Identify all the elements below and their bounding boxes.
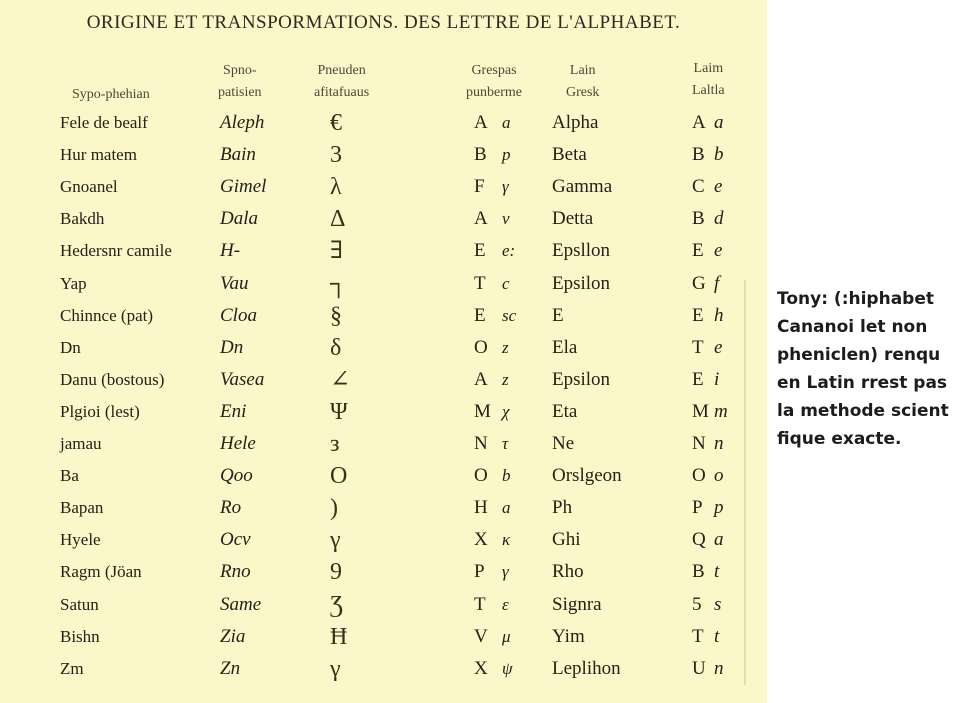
table-phonetic-name: Bain (220, 144, 256, 165)
table-phonetic-name: Aleph (220, 112, 265, 133)
table-greek-letter-name: Epsilon (552, 273, 611, 294)
table-semitic-name: Satun (60, 595, 99, 614)
table-phonetic-name: Vau (220, 273, 249, 294)
header-phoenician (314, 60, 369, 104)
table-semitic-name: Chinnce (pat) (60, 306, 153, 325)
table-greek-lower: sс (502, 306, 517, 325)
table-phoenician-glyph: δ (330, 335, 342, 361)
table-latin-lower: h (714, 305, 724, 326)
table-phoenician-glyph: ∃ (330, 238, 344, 264)
header-phoenician-line2: afitafuaus (314, 85, 370, 100)
header-greek (466, 60, 522, 104)
table-greek-letter-name: E (552, 305, 564, 326)
table-greek-letter-name: Epsilon (552, 369, 611, 390)
table-greek-upper: O (474, 465, 488, 486)
table-latin-upper: B (692, 208, 705, 229)
table-phonetic-name: Dn (220, 337, 244, 358)
header-latin-greek (566, 60, 599, 104)
table-latin-lower: t (714, 561, 720, 582)
table-phoenician-glyph: λ (330, 174, 342, 200)
table-latin-upper: P (692, 497, 703, 518)
table-greek-letter-name: Leplihon (552, 658, 621, 679)
header-phonetic-line2: patisien (218, 85, 262, 100)
table-latin-upper: U (692, 658, 706, 679)
header-phoenician-line1: Pneuden (317, 63, 366, 78)
table-greek-upper: A (474, 369, 488, 390)
table-greek-upper: E (474, 240, 486, 261)
table-latin-lower: s (714, 594, 722, 615)
table-phoenician-glyph: γ (330, 527, 341, 553)
table-latin-upper: E (692, 240, 704, 261)
table-greek-lower: z (502, 370, 509, 389)
table-phoenician-glyph: Ʒ (330, 592, 343, 618)
table-phoenician-glyph: γ (330, 656, 341, 682)
table-phonetic-name: Qoo (220, 465, 253, 486)
table-latin-upper: C (692, 176, 705, 197)
table-phoenician-glyph: Ħ (330, 624, 348, 650)
table-semitic-name: Ba (60, 466, 79, 485)
table-greek-lower: c (502, 274, 510, 293)
table-greek-lower: κ (502, 530, 511, 549)
table-greek-upper: A (474, 112, 488, 133)
header-semitic-line1: Sypo-phehian (72, 87, 150, 102)
table-semitic-name: Dn (60, 338, 81, 357)
table-greek-lower: z (502, 338, 509, 357)
table-semitic-name: Bapan (60, 498, 104, 517)
table-phonetic-name: Ro (220, 497, 242, 518)
page-edge-divider (744, 280, 746, 685)
table-greek-lower: v (502, 209, 510, 228)
table-latin-upper: Q (692, 529, 706, 550)
table-latin-lower: b (714, 144, 724, 165)
table-greek-upper: V (474, 626, 488, 647)
table-latin-lower: e (714, 176, 723, 197)
table-latin-lower: d (714, 208, 724, 229)
table-latin-upper: O (692, 465, 706, 486)
table-latin-upper: B (692, 144, 705, 165)
table-greek-upper: T (474, 273, 486, 294)
table-latin-lower: n (714, 658, 724, 679)
table-latin-upper: N (692, 433, 706, 454)
table-semitic-name: Zm (60, 659, 84, 678)
table-greek-letter-name: Epsllon (552, 240, 611, 261)
table-latin-upper: E (692, 305, 704, 326)
table-phoenician-glyph: 3 (330, 142, 342, 168)
header-phonetic-line1: Spno- (223, 63, 257, 78)
header-latin-greek-line1: Lain (569, 63, 596, 78)
table-greek-letter-name: Beta (552, 144, 587, 165)
table-latin-lower: e (714, 240, 723, 261)
table-phoenician-glyph: 9 (330, 559, 342, 585)
table-phonetic-name: Gimel (220, 176, 267, 197)
table-phoenician-glyph: € (330, 110, 342, 136)
table-latin-upper: T (692, 337, 704, 358)
header-latin-greek-line2: Gresk (566, 85, 600, 100)
table-greek-letter-name: Ghi (552, 529, 581, 550)
table-semitic-name: jamau (60, 434, 102, 453)
table-phoenician-glyph: O (330, 463, 348, 489)
table-semitic-name: Gnoanel (60, 177, 118, 196)
table-latin-upper: M (692, 401, 709, 422)
header-greek-line2: punberme (466, 85, 522, 100)
table-latin-lower: n (714, 433, 724, 454)
table-greek-letter-name: Rho (552, 561, 584, 582)
table-greek-lower: ψ (502, 659, 513, 678)
table-latin-lower: a (714, 529, 724, 550)
table-greek-lower: e: (502, 241, 516, 260)
table-semitic-name: Bishn (60, 627, 100, 646)
table-phonetic-name: Same (220, 594, 262, 615)
table-greek-upper: P (474, 561, 485, 582)
table-greek-lower: μ (502, 627, 511, 646)
table-greek-lower: γ (502, 177, 509, 196)
table-greek-letter-name: Eta (552, 401, 578, 422)
table-greek-upper: A (474, 208, 488, 229)
table-phonetic-name: Zn (220, 658, 241, 679)
table-phoenician-glyph: ┐ (330, 271, 348, 297)
table-semitic-name: Hyele (60, 530, 101, 549)
table-greek-lower: a (502, 113, 511, 132)
table-greek-lower: b (502, 466, 511, 485)
table-greek-letter-name: Orslgeon (552, 465, 622, 486)
table-greek-upper: O (474, 337, 488, 358)
table-phonetic-name: Ocv (220, 529, 251, 550)
table-latin-upper: 5 (692, 594, 702, 615)
table-semitic-name: Hur matem (60, 145, 137, 164)
table-phoenician-glyph: з (330, 431, 340, 457)
header-phonetic (218, 60, 262, 104)
header-latin (692, 58, 725, 102)
table-greek-letter-name: Detta (552, 208, 594, 229)
table-semitic-name: Danu (bostous) (60, 370, 165, 389)
table-latin-lower: e (714, 337, 723, 358)
table-latin-lower: f (714, 273, 720, 294)
header-latin-line1: Laim (693, 61, 724, 76)
table-phoenician-glyph: Δ (330, 206, 346, 232)
table-greek-upper: H (474, 497, 488, 518)
table-phoenician-glyph: Ψ (330, 399, 348, 425)
table-latin-upper: E (692, 369, 704, 390)
table-greek-letter-name: Alpha (552, 112, 599, 133)
table-greek-letter-name: Signra (552, 594, 602, 615)
table-latin-upper: G (692, 273, 706, 294)
table-semitic-name: Hedersnr camile (60, 241, 172, 260)
table-greek-upper: T (474, 594, 486, 615)
table-phonetic-name: Vasea (220, 369, 265, 390)
table-phonetic-name: H- (220, 240, 241, 261)
table-greek-letter-name: Ph (552, 497, 573, 518)
table-greek-letter-name: Ela (552, 337, 578, 358)
table-phoenician-glyph: ∠ (330, 367, 351, 393)
header-latin-line2: Laltla (692, 83, 725, 98)
table-phoenician-glyph: ) (330, 495, 338, 521)
table-phonetic-name: Hele (220, 433, 256, 454)
table-latin-lower: i (714, 369, 720, 390)
table-phoenician-glyph: § (330, 303, 342, 329)
table-greek-lower: ε (502, 595, 509, 614)
table-semitic-name: Ragm (Jöan (60, 562, 142, 581)
table-latin-lower: t (714, 626, 720, 647)
table-greek-upper: X (474, 658, 488, 679)
table-latin-upper: A (692, 112, 706, 133)
table-latin-lower: m (714, 401, 728, 422)
table-latin-upper: T (692, 626, 704, 647)
table-greek-upper: N (474, 433, 488, 454)
table-semitic-name: Yap (60, 274, 87, 293)
table-semitic-name: Fele de bealf (60, 113, 148, 132)
table-latin-lower: o (714, 465, 724, 486)
header-greek-line1: Grespas (471, 63, 517, 78)
table-latin-lower: a (714, 112, 724, 133)
table-phonetic-name: Zia (220, 626, 246, 647)
table-greek-lower: p (502, 145, 511, 164)
table-greek-lower: a (502, 498, 511, 517)
table-greek-upper: F (474, 176, 485, 197)
table-greek-lower: γ (502, 562, 509, 581)
table-greek-letter-name: Ne (552, 433, 575, 454)
table-greek-lower: τ (502, 434, 509, 453)
table-phonetic-name: Rno (220, 561, 251, 582)
page-title: ORIGINE ET TRANSPORMATIONS. DES LETTRE DE L'ALPHABET. (86, 12, 681, 33)
table-greek-upper: M (474, 401, 491, 422)
side-note: Tony: (:hiphabet Cananoi let non pheniclen) renqu en Latin rrest pas la methode scient fique exacte. (777, 289, 949, 449)
table-greek-upper: B (474, 144, 487, 165)
table-latin-upper: B (692, 561, 705, 582)
table-greek-lower: χ (502, 402, 510, 421)
table-semitic-name: Bakdh (60, 209, 105, 228)
table-greek-upper: E (474, 305, 486, 326)
table-phonetic-name: Cloa (220, 305, 257, 326)
table-greek-letter-name: Gamma (552, 176, 613, 197)
table-greek-letter-name: Yim (552, 626, 585, 647)
table-phonetic-name: Eni (220, 401, 247, 422)
table-latin-lower: p (714, 497, 724, 518)
header-semitic (72, 84, 150, 106)
table-semitic-name: Plgioi (lest) (60, 402, 140, 421)
table-greek-upper: X (474, 529, 488, 550)
table-phonetic-name: Dala (220, 208, 258, 229)
